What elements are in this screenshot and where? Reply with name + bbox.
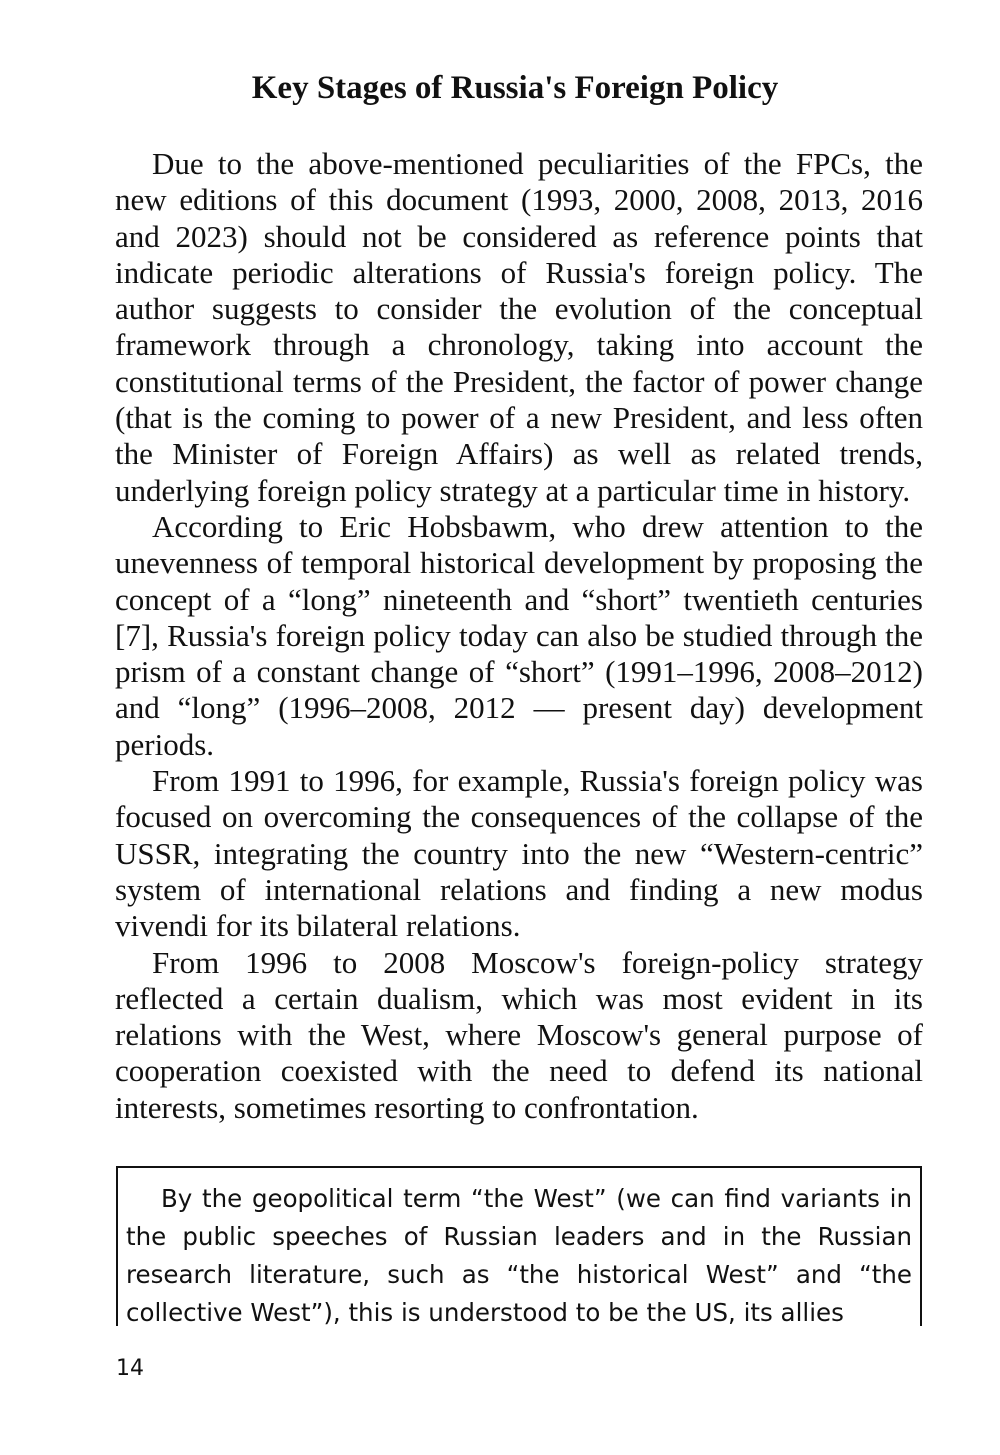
paragraph-4: From 1996 to 2008 Moscow's foreign-policy strategy reflected a certain dualism, which was most evident in its relations with the West, where Moscow's general purpose of cooperation coexisted with the need to defend its national interests, sometimes resorting to confrontation.: [115, 944, 923, 1125]
body-text: [115, 146, 923, 1126]
page-number: 14: [116, 1356, 144, 1381]
section-heading: Key Stages of Russia's Foreign Policy: [251, 70, 779, 106]
paragraph-1: Due to the above-mentioned peculiarities of the FPCs, the new editions of this document (1993, 2000, 2008, 2013, 2016 and 2023) should not be considered as reference points that indicate periodic alterations of Russia's foreign policy. The author suggests to consider the evolution of the conceptual framework through a chronology, taking into account the constitutional terms of the President, the factor of power change (that is the coming to power of a new President, and less often the Minister of Foreign Affairs) as well as related trends, underlying foreign policy strategy at a particular time in history.: [115, 146, 923, 508]
paragraph-2: According to Eric Hobsbawm, who drew attention to the unevenness of temporal historical development by proposing the concept of a “long” nineteenth and “short” twentieth centuries [7], Russia's foreign policy today can also be studied through the prism of a constant change of “short” (1991–1996, 2008–2012) and “long” (1996–2008, 2012 — present day) development periods.: [115, 508, 923, 762]
sidebar-box: [116, 1166, 922, 1326]
paragraph-3: From 1991 to 1996, for example, Russia's foreign policy was focused on overcoming the consequences of the collapse of the USSR, integrating the country into the new “Western-centric” system of international relations and finding a new modus vivendi for its bilateral relations.: [115, 763, 923, 944]
sidebar-box-text: By the geopolitical term “the West” (we can find variants in the public speeches of Russian leaders and in the Russian research literature, such as “the historical West” and “the collective West”), this is understood to be the US, its allies: [126, 1184, 912, 1327]
